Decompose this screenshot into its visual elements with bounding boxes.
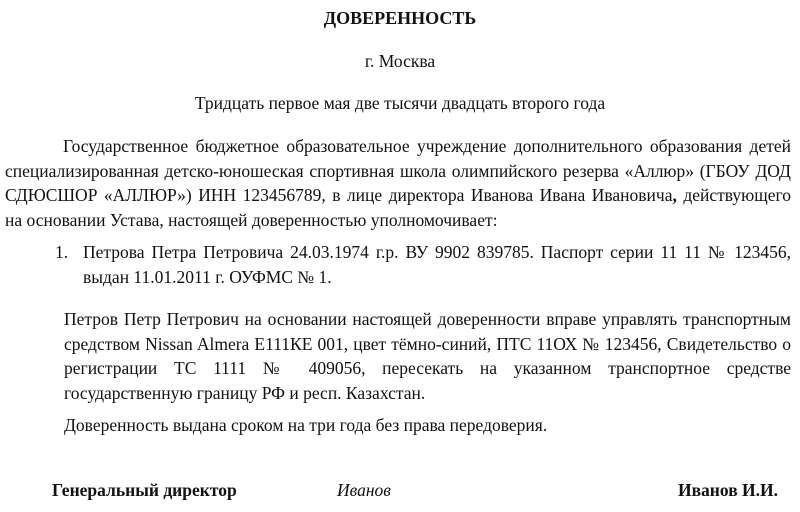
validity-paragraph: Доверенность выдана сроком на три года без права передоверия.	[64, 415, 548, 435]
intro-paragraph	[5, 134, 791, 232]
document-city: г. Москва	[364, 51, 436, 71]
intro-main-text: Государственное бюджетное образовательное учреждение дополнительного образования детей специализированная детско-юношеская спортивная школа олимпийского резерва «Аллюр» (ГБОУ ДОД СДЮСШОР «АЛЛЮР») ИНН 123456789, в лице директора Иванова Ивана Ивановича	[5, 136, 791, 205]
document-title: ДОВЕРЕННОСТЬ	[323, 8, 477, 28]
signatory-name: Иванов И.И.	[677, 480, 778, 500]
intro-comma: ,	[672, 185, 677, 205]
signatory-role: Генеральный директор	[52, 480, 237, 500]
intro-tail-text: действующего на основании Устава, настоящей доверенностью уполномочивает:	[5, 185, 791, 230]
handwritten-signature: Иванов	[337, 480, 391, 500]
list-item-number: 1.	[55, 242, 69, 262]
list-item-text: Петрова Петра Петровича 24.03.1974 г.р. ВУ 9902 839785. Паспорт серии 11 11 № 123456, выдан 11.01.2011 г. ОУФМС № 1.	[83, 242, 791, 287]
document-date: Тридцать первое мая две тысячи двадцать второго года	[194, 93, 606, 113]
authority-paragraph: Петров Петр Петрович на основании настоящей доверенности вправе управлять транспортным средством Nissan Almera Е111КЕ 001, цвет тёмно-синий, ПТС 11ОХ № 123456, Свидетельство о регистрации ТС 1111 № 409056, пересекать на указанном транспортное средстве государственную границу РФ и респ. Казахстан.	[64, 309, 791, 403]
